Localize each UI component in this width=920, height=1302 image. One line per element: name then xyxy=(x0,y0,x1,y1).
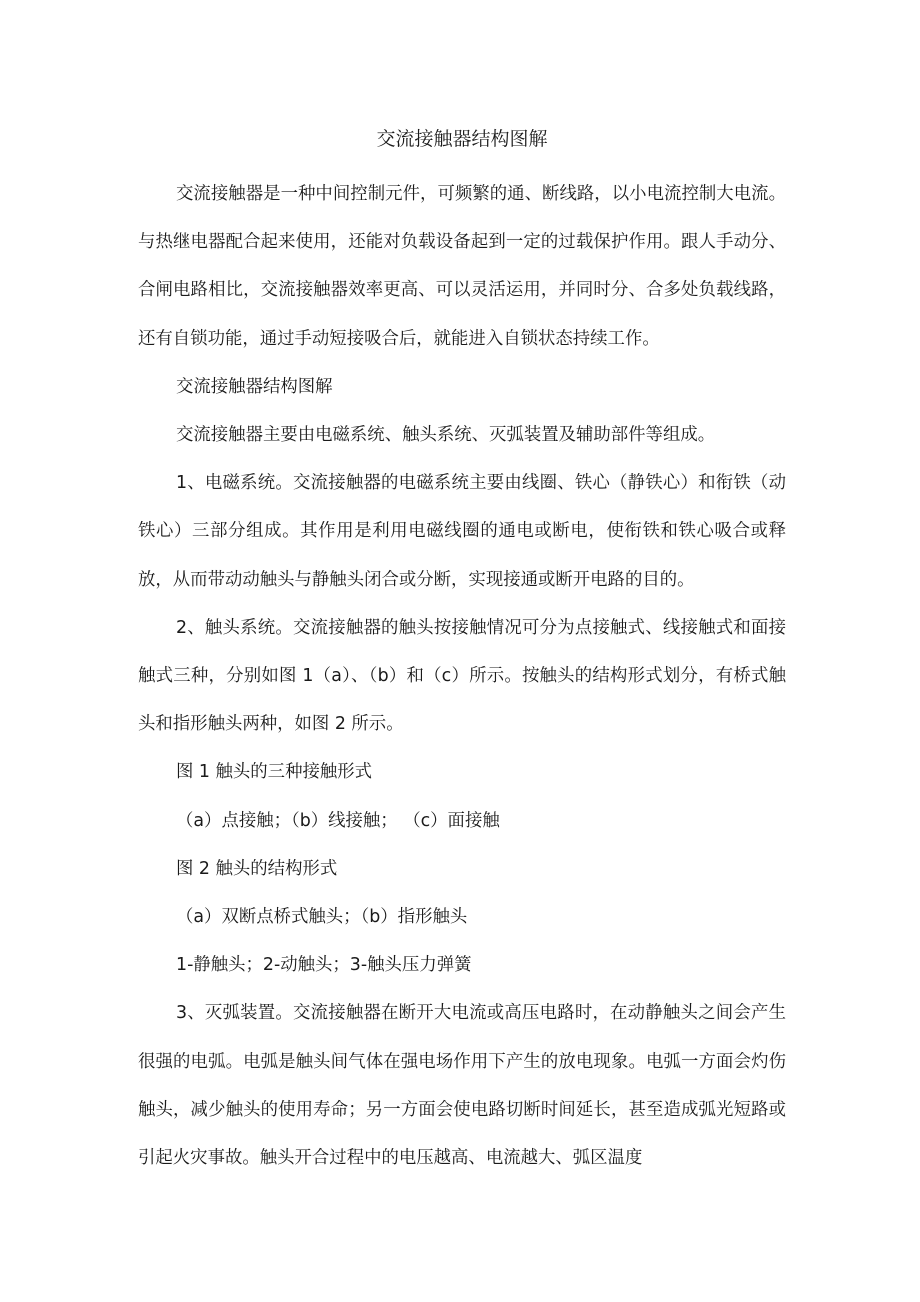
section-heading-structure: 交流接触器结构图解 xyxy=(176,376,333,397)
figure-2-caption: 图 2 触头的结构形式 xyxy=(176,858,338,879)
figure-2-legend: 1-静触头；2-动触头；3-触头压力弹簧 xyxy=(176,955,472,976)
figure-2-subcaption: （a）双断点桥式触头；（b）指形触头 xyxy=(176,907,468,928)
paragraph-contact-system: 2、触头系统。交流接触器的触头按接触情况可分为点接触式、线接触式和面接触式三种，分别如图 1（a）、（b）和（c）所示。按触头的结构形式划分，有桥式触头和指形触头两种，如图 2 所示。 xyxy=(138,617,786,735)
paragraph-arc-extinguishing: 3、灭弧装置。交流接触器在断开大电流或高压电路时，在动静触头之间会产生很强的电弧。电弧是触头间气体在强电场作用下产生的放电现象。电弧一方面会灼伤触头，减少触头的使用寿命；另一方面会使电路切断时间延长，甚至造成弧光短路或引起火灾事故。触头开合过程中的电压越高、电流越大、弧区温度 xyxy=(138,1003,786,1169)
figure-1-subcaption: （a）点接触；（b）线接触； （c）面接触 xyxy=(176,810,500,831)
paragraph-components: 交流接触器主要由电磁系统、触头系统、灭弧装置及辅助部件等组成。 xyxy=(176,425,716,446)
paragraph-electromagnetic-system: 1、电磁系统。交流接触器的电磁系统主要由线圈、铁心（静铁心）和衔铁（动铁心）三部分组成。其作用是利用电磁线圈的通电或断电，使衔铁和铁心吸合或释放，从而带动动触头与静触头闭合或分断，实现接通或断开电路的目的。 xyxy=(138,473,786,590)
document-body xyxy=(138,170,786,1182)
paragraph-intro: 交流接触器是一种中间控制元件，可频繁的通、断线路，以小电流控制大电流。与热继电器配合起来使用，还能对负载设备起到一定的过载保护作用。跟人手动分、合闸电路相比，交流接触器效率更高、可以灵活运用，并同时分、合多处负载线路，还有自锁功能，通过手动短接吸合后，就能进入自锁状态持续工作。 xyxy=(138,184,786,349)
figure-1-caption: 图 1 触头的三种接触形式 xyxy=(176,762,373,783)
document-title: 交流接触器结构图解 xyxy=(376,128,548,150)
